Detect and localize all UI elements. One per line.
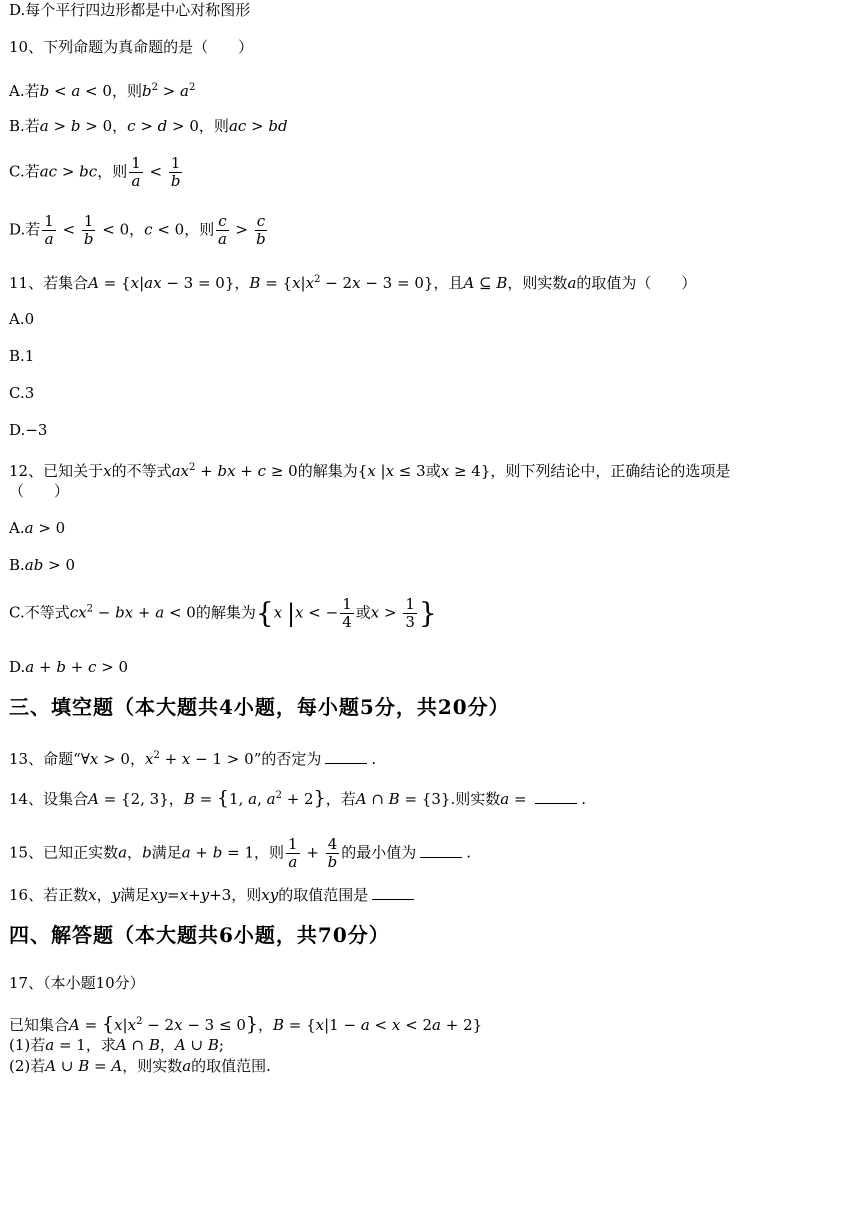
q9-option-d: D.每个平行四边形都是中心对称图形 [9, 1, 251, 19]
q12-stem-paren: （ ） [9, 482, 70, 500]
q12-option-b: B.ab > 0 [9, 556, 75, 574]
q12-stem: 12、已知关于x的不等式$ax^2$ + bx + c ≥ 0的解集为{x |x ≤ 3或x ≥ 4}，则下列结论中，正确结论的选项是 [9, 462, 731, 480]
q10-option-b: B.若a > b > 0，c > d > 0，则ac > bd [9, 117, 288, 135]
q11-option-b: B.1 [9, 347, 35, 365]
q17-line-3: (2)若A ∪ B = A，则实数a的取值范围. [9, 1057, 271, 1075]
q10-option-a: A.若b < a < 0，则$b^2 > a^2$ [9, 82, 196, 100]
q12-option-c: C.不等式$cx^2$ − bx + a < 0的解集为{x |x < − $\frac{1}{4}$ 或x > $\frac{1}{3}$ } [9, 595, 437, 631]
q10-stem: 10、下列命题为真命题的是（ ） [9, 38, 254, 56]
q11-option-a: A.0 [9, 310, 35, 328]
q12-option-a: A.a > 0 [9, 519, 66, 537]
q17-line-2: (1)若a = 1，求A ∩ B，A ∪ B; [9, 1036, 224, 1054]
q17-line-1: 已知集合$A = \{x|x^2 - 2x - 3 \le 0\}$，B = {x|1 − a < x < 2a + 2} [9, 1013, 483, 1035]
section-3-heading: 三、填空题（本大题共4小题，每小题5分，共20分） [9, 695, 510, 719]
q17-stem: 17、（本小题10分） [9, 974, 145, 992]
q11-option-d: D.−3 [9, 421, 48, 439]
q13-answer-blank [325, 750, 367, 764]
q10-option-d: D.若 $\frac{1}{a}$ < $\frac{1}{b}$ < 0，c < 0，则 $\frac{c}{a}$ > $\frac{c}{b}$ [9, 212, 266, 248]
q11-option-c: C.3 [9, 384, 35, 402]
q12-option-d: D.a + b + c > 0 [9, 658, 129, 676]
q15-answer-blank [420, 844, 462, 858]
q13: 13、命题“∀x > 0，$x^2 + x - 1 > 0$”的否定为 . [9, 750, 377, 768]
q14: 14、设集合A = {2, 3}，B = {1, a, $a^2 + 2$}，若A ∩ B = {3}.则实数a = . [9, 787, 587, 809]
section-4-heading: 四、解答题（本大题共6小题，共70分） [9, 923, 390, 947]
q15: 15、已知正实数a，b满足a + b = 1，则 $\frac{1}{a}$ + $\frac{4}{b}$ 的最小值为 . [9, 835, 472, 871]
q16: 16、若正数x，y满足xy=x+y+3，则xy的取值范围是 [9, 885, 418, 905]
q10-option-c: C.若ac > bc，则 $\frac{1}{a}$ < $\frac{1}{b}$ [9, 154, 181, 190]
q14-answer-blank [535, 790, 577, 804]
q16-answer-blank [372, 886, 414, 900]
q11-stem: 11、若集合A = {x|ax − 3 = 0}，$B = \{x|x^2 - 2x - 3 = 0\}$，且A ⊆ B，则实数a的取值为（ ） [9, 274, 697, 292]
